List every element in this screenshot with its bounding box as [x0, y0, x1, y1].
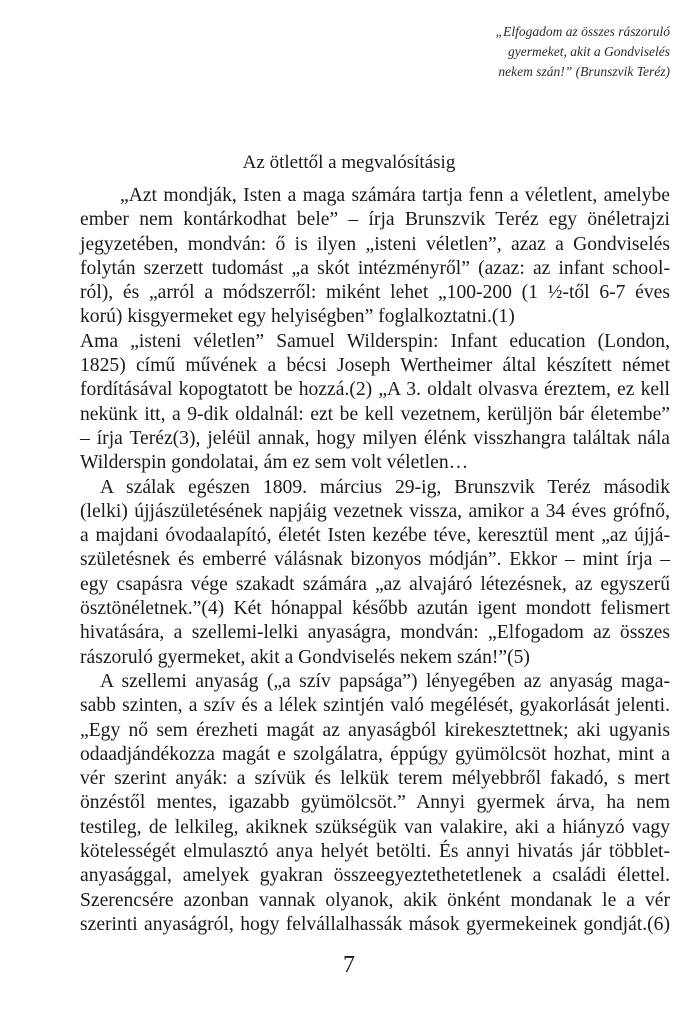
body-line: sabb szinten, a szív és a lélek szintjén való megélését, gyakorlását jelenti.	[80, 695, 670, 717]
body-line: testileg, de lelkileg, akiknek szükségük van valakire, aki a hiányzó vagy	[80, 816, 670, 838]
body-line: kötelességét elmulasztó anya helyét betölti. És annyi hivatás jár többlet-	[80, 841, 670, 863]
body-line: folytán szerzett tudomást „a skót intézményről” (azaz: az infant school-	[80, 257, 670, 279]
body-line: Szerencsére azonban vannak olyanok, akik önként mondanak le a vér	[80, 889, 670, 911]
body-line: önzéstől mentes, igazabb gyümölcsöt.” Annyi gyermek árva, ha nem	[80, 792, 670, 814]
chapter-title: Az ötlettől a megvalósításig	[242, 152, 456, 173]
epigraph	[440, 22, 670, 82]
body-line: ösztönéletnek.”(4) Két hónappal később azután igent mondott felismert	[80, 598, 670, 620]
epigraph-line: „Elfogadom az összes rászoruló	[495, 24, 670, 39]
body-text	[80, 184, 670, 937]
body-line: (lelki) újjászületésének napjáig vezetnek vissza, amikor a 34 éves grófnő,	[80, 500, 670, 522]
body-line: hivatására, a szellemi-lelki anyaságra, mondván: „Elfogadom az összes	[80, 622, 670, 644]
body-line: a majdani óvodaalapító, életét Isten kezébe téve, keresztül ment „az újjá-	[80, 525, 670, 547]
body-line: egy csapásra vége szakadt számára „az alvajáró létezésnek, az egyszerű	[80, 573, 670, 595]
body-line: odaadjándékozza magát e szolgálatra, éppúgy gyümölcsöt hozhat, mint a	[80, 743, 670, 765]
body-line: születésnek és emberré válásnak bizonyos módján”. Ekkor – mint írja –	[80, 549, 670, 571]
body-line: ról), és „arról a módszerről: miként lehet „100-200 (1 ½-től 6-7 éves	[80, 282, 670, 304]
body-line: rászoruló gyermeket, akit a Gondviselés nekem szán!”(5)	[80, 646, 530, 668]
body-line: anyasággal, amelyek gyakran összeegyeztethetetlenek a családi élettel.	[80, 865, 670, 887]
body-line: szerinti anyaságról, hogy felvállalhassák mások gyermekeinek gondját.(6)	[80, 913, 670, 935]
page-number: 7	[343, 952, 355, 978]
body-line: jegyzetében, mondván: ő is ilyen „isteni véletlen”, azaz a Gondviselés	[80, 233, 670, 255]
body-line: Ama „isteni véletlen” Samuel Wilderspin: Infant education (London,	[80, 330, 670, 352]
body-line: A szellemi anyaság („a szív papsága”) lényegében az anyaság maga-	[100, 670, 670, 692]
body-line: nekünk itt, a 9-dik oldalnál: ezt be kell vezetnem, kerüljön bár életembe”	[80, 403, 670, 425]
body-line: vér szerint anyák: a szívük és lelkük terem mélyebbről fakadó, s mert	[80, 768, 670, 790]
epigraph-line: nekem szán!” (Brunszvik Teréz)	[498, 64, 670, 79]
body-line: fordításával kopogtatott be hozzá.(2) „A 3. oldalt olvasva éreztem, ez kell	[80, 379, 670, 401]
body-line: „Azt mondják, Isten a maga számára tartja fenn a véletlent, amelybe	[120, 185, 670, 206]
body-line: ember nem kontárkodhat bele” – írja Brunszvik Teréz egy önéletrajzi	[80, 209, 670, 231]
body-line: – írja Teréz(3), jeléül annak, hogy milyen élénk visszhangra találtak nála	[80, 427, 670, 449]
body-line: korú) kisgyermeket egy helyiségben” foglalkoztatni.(1)	[80, 306, 515, 328]
body-line: A szálak egészen 1809. március 29-ig, Brunszvik Teréz második	[100, 476, 670, 498]
epigraph-line: gyermeket, akit a Gondviselés	[508, 44, 670, 59]
body-line: Wilderspin gondolatai, ám ez sem volt véletlen…	[80, 452, 469, 474]
body-line: „Egy nő sem érezheti magát az anyaságból kirekesztettnek; aki ugyanis	[80, 719, 670, 741]
body-line: 1825) című művének a bécsi Joseph Wertheimer által készített német	[80, 355, 670, 377]
